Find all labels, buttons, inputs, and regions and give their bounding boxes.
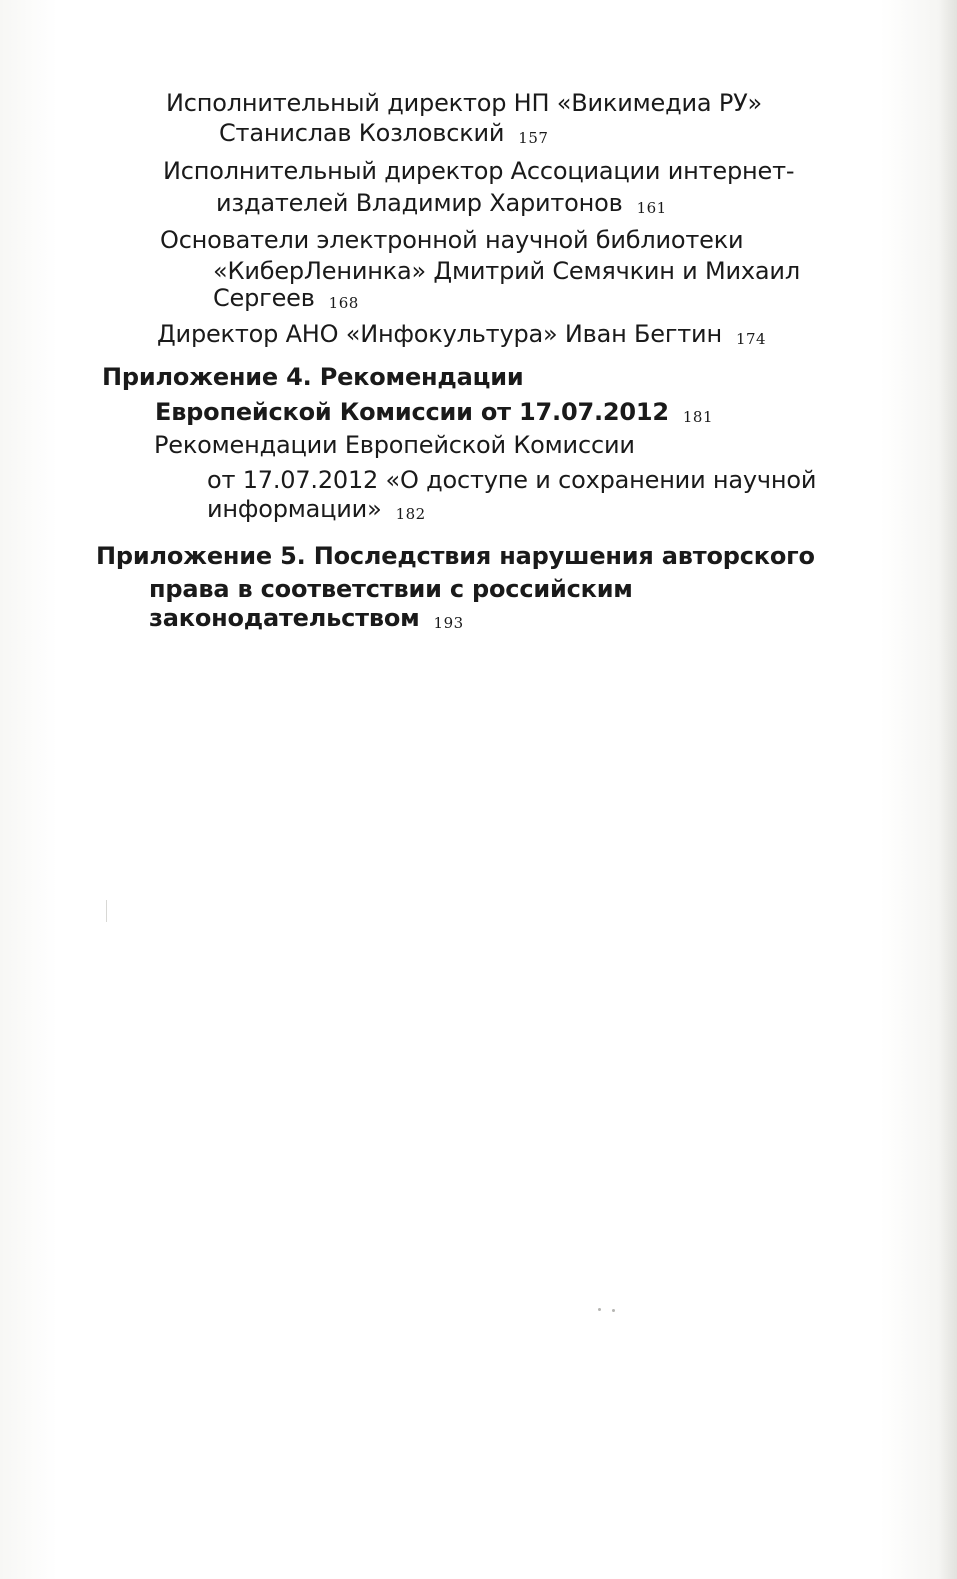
page-number: 181 [682,408,714,426]
toc-entry-line [213,283,359,318]
toc-entry-line: права в соответствии с российским [149,575,633,603]
toc-entry-line: Приложение 5. Последствия нарушения авторского [96,542,815,570]
toc-entry-line: Основатели электронной научной библиотеки [160,226,744,254]
scan-mark [106,900,107,922]
toc-entry-line: от 17.07.2012 «О доступе и сохранении научной [207,466,817,494]
toc-entry-line: Рекомендации Европейской Комиссии [154,431,635,459]
page-number: 168 [328,294,359,312]
page-number: 193 [433,614,464,632]
toc-entry-line [149,603,464,638]
toc-entry-text: Директор АНО «Инфокультура» Иван Бегтин [157,320,722,348]
page-number: 174 [735,330,767,348]
toc-entry-text: издателей Владимир Харитонов [216,189,623,217]
toc-entry-text: Станислав Козловский [219,119,505,147]
toc-entry-text: Европейской Комиссии от 17.07.2012 [155,398,669,426]
toc-entry-line: Исполнительный директор Ассоциации интернет- [163,157,795,185]
toc-entry-text: законодательством [149,604,420,632]
page-number: 182 [395,505,426,523]
toc-entry-line: Исполнительный директор НП «Викимедиа РУ» [166,89,763,117]
toc-entry-line [157,319,766,354]
toc-entry-line [219,118,548,153]
page-number: 157 [518,129,549,147]
toc-entry-line [207,494,426,529]
toc-entry-text: Сергеев [213,284,315,312]
scan-speck [598,1308,601,1311]
scan-speck [612,1309,615,1312]
toc-entry-line [155,397,713,432]
toc-entry-line: Приложение 4. Рекомендации [102,363,524,391]
toc-entry-line: «КиберЛенинка» Дмитрий Семячкин и Михаил [213,257,800,285]
page-edge-shadow [939,0,957,1579]
toc-entry-line [216,188,667,223]
page-number: 161 [636,199,667,217]
toc-entry-text: информации» [207,495,382,523]
